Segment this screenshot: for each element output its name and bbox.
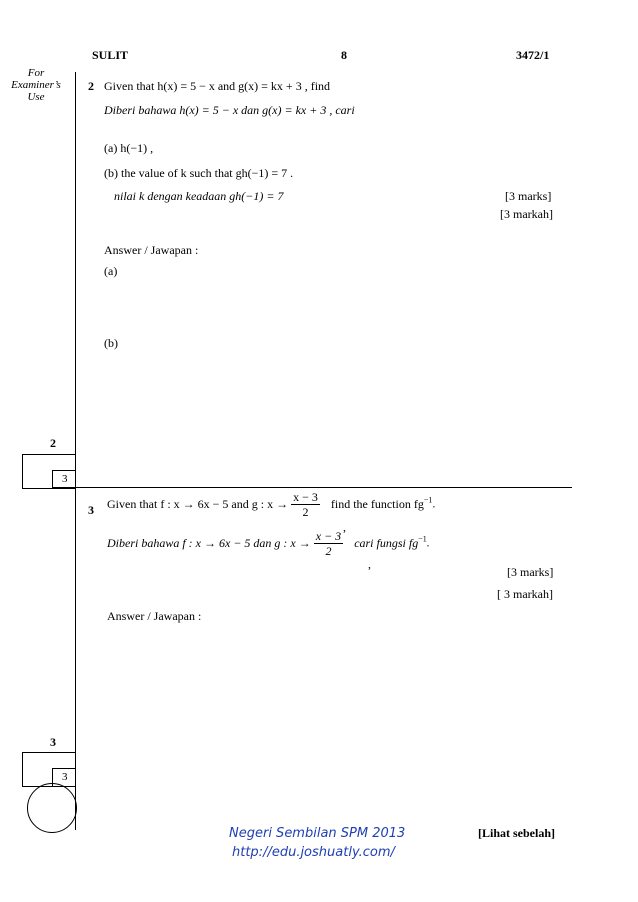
q2-part-b-ms: nilai k dengan keadaan gh(−1) = 7 [114,189,284,203]
q2-part-b-en: (b) the value of k such that gh(−1) = 7 . [104,166,294,180]
q2-stem-ms: Diberi bahawa h(x) = 5 − x dan g(x) = kx + 3 , cari [104,103,355,117]
q2-part-a: (a) h(−1) , [104,141,154,155]
q3-number: 3 [88,503,94,517]
margin-divider [75,72,76,830]
q2-box-marks: 3 [62,473,68,485]
footer-next-page: [Lihat sebelah] [478,826,556,840]
q3-ms-pre: Diberi bahawa f : x → 6x − 5 dan g : x → [107,536,311,550]
q3-answer-label: Answer / Jawapan : [107,609,202,623]
q2-separator [52,487,572,488]
q3-fraction-ms [314,529,343,558]
q3-en-sup: −1 [423,495,433,505]
q3-ms-period: . [426,535,430,550]
footer-url-link[interactable]: http://edu.joshuatly.com/ [232,845,395,860]
q2-marks-ms: [3 markah] [500,207,553,221]
paper-code: 3472/1 [516,48,550,62]
q3-frac-den-ms: 2 [325,544,332,558]
q2-marks-en: [3 marks] [505,189,552,203]
q3-marks-ms: [ 3 markah] [497,587,553,601]
header-left: SULIT [92,48,129,62]
q3-fraction-en [291,490,320,519]
q3-frac-num-en: x − 3 [293,490,318,504]
q2-box-number: 2 [50,436,56,450]
q3-stem-ms [107,529,430,558]
examiner-label-line2: Examiner’s [11,79,61,91]
q3-en-period: . [432,496,436,511]
q2-answer-a: (a) [104,264,118,278]
q2-answer-label: Answer / Jawapan : [104,243,199,257]
q2-stem-en: Given that h(x) = 5 − x and g(x) = kx + 3 , find [104,79,331,93]
q3-frac-num-ms: x − 3 [315,529,342,543]
q3-box-marks: 3 [62,771,68,783]
q3-en-post: find the function fg [330,497,424,511]
q3-frac-den-en: 2 [302,505,309,519]
q3-comma-en: , [343,520,346,534]
q3-marks-en: [3 marks] [507,565,554,579]
q3-ms-sup: −1 [418,534,427,544]
q3-ms-post: cari fungsi fg [354,536,419,550]
examiner-circle [27,783,77,833]
examiner-use-label [0,67,72,103]
examiner-label-line3: Use [27,91,45,103]
examiner-label-line1: For [27,67,45,79]
q2-answer-b: (b) [104,336,118,350]
q3-box-number: 3 [50,735,56,749]
q3-comma-ms: , [368,557,371,571]
footer-source: Negeri Sembilan SPM 2013 [229,826,406,841]
q2-number: 2 [88,79,94,93]
page-number: 8 [341,48,347,62]
q3-stem-en [107,490,435,519]
q3-en-pre: Given that f : x → 6x − 5 and g : x → [107,497,289,511]
